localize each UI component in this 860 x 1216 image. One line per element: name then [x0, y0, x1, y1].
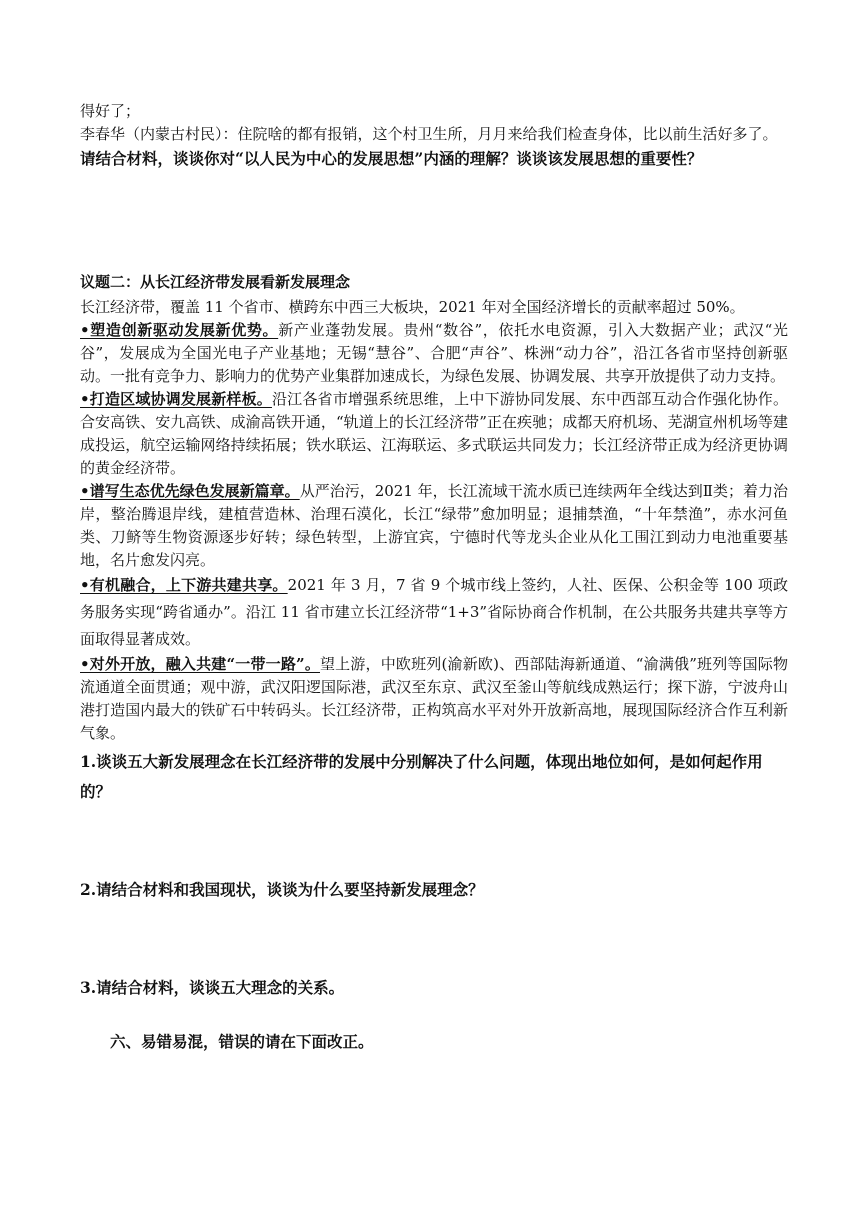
question-1: 1.谈谈五大新发展理念在长江经济带的发展中分别解决了什么问题，体现出地位如何，是如何起作用的？	[80, 752, 763, 801]
item-coordination-title: •打造区域协调发展新样板。	[80, 390, 272, 408]
item-openness-body: 望上游，中欧班列(渝新欧)、西部陆海新通道、“渝满俄”班列等国际物流通道全面贯通；观中游，武汉阳逻国际港，武汉至东京、武汉至釜山等航线成熟运行；探下游，宁波舟山港打造国内最大的铁矿石中转码头。长江经济带，正构筑高水平对外开放新高地，展现国际经济合作互利新气象。	[80, 655, 788, 742]
item-sharing-body: 2021 年 3 月，7 省 9 个城市线上签约，人社、医保、公积金等 100 项政务服务实现“跨省通办”。沿江 11 省市建立长江经济带“1+3”省际协商合作机制，在公共服务共建共享等方面取得显著成效。	[80, 576, 788, 648]
question-2: 2.请结合材料和我国现状，谈谈为什么要坚持新发展理念？	[80, 880, 484, 899]
topic2-heading: 议题二：从长江经济带发展看新发展理念	[80, 273, 351, 291]
item-coordination-body: 沿江各省市增强系统思维，上中下游协同发展、东中西部互动合作强化协作。合安高铁、安九高铁、成渝高铁开通，“轨道上的长江经济带”正在疾驰；成都天府机场、芜湖宣州机场等建成投运，航空运输网络持续拓展；铁水联运、江海联运、多式联运共同发力；长江经济带正成为经济更协调的黄金经济带。	[80, 390, 788, 477]
question-3: 3.请结合材料，谈谈五大理念的关系。	[80, 978, 345, 997]
document-page	[80, 100, 788, 1057]
question-people-centered: 请结合材料，谈谈你对“以人民为中心的发展思想”内涵的理解？谈谈该发展思想的重要性？	[80, 149, 703, 168]
item-innovation-title: •塑造创新驱动发展新优势。	[80, 321, 279, 339]
section6-heading: 六、易错易混，错误的请在下面改正。	[110, 1032, 374, 1051]
item-innovation-body: 新产业蓬勃发展。贵州“数谷”，依托水电资源，引入大数据产业；武汉“光谷”，发展成为全国光电子产业基地；无锡“慧谷”、合肥“声谷”、株洲“动力谷”，沿江各省市坚持创新驱动。一批有竞争力、影响力的优势产业集群加速成长，为绿色发展、协调发展、共享开放提供了动力支持。	[80, 321, 788, 385]
item-openness	[80, 653, 788, 745]
item-openness-title: •对外开放，融入共建“一带一路”。	[80, 655, 320, 673]
item-innovation	[80, 319, 788, 388]
item-sharing	[80, 572, 788, 653]
paragraph-continued: 得好了；	[80, 102, 141, 120]
item-green	[80, 480, 788, 572]
item-green-body: 从严治污，2021 年，长江流域干流水质已连续两年全线达到Ⅱ类；着力治岸，整治腾退岸线，建植营造林、治理石漠化，长江“绿带”愈加明显；退捕禁渔，“十年禁渔”，赤水河鱼类、刀鲚等生物资源逐步好转；绿色转型，上游宜宾，宁德时代等龙头企业从化工围江到动力电池重要基地，名片愈发闪亮。	[80, 482, 789, 569]
item-green-title: •谱写生态优先绿色发展新篇章。	[80, 482, 300, 500]
item-coordination	[80, 388, 788, 480]
paragraph-testimony: 李春华（内蒙古村民）：住院啥的都有报销，这个村卫生所，月月来给我们检查身体，比以前生活好多了。	[80, 125, 778, 143]
topic2-summary: 长江经济带，覆盖 11 个省市、横跨东中西三大板块，2021 年对全国经济增长的贡献率超过 50%。	[80, 298, 745, 316]
item-sharing-title: •有机融合，上下游共建共享。	[80, 576, 288, 594]
